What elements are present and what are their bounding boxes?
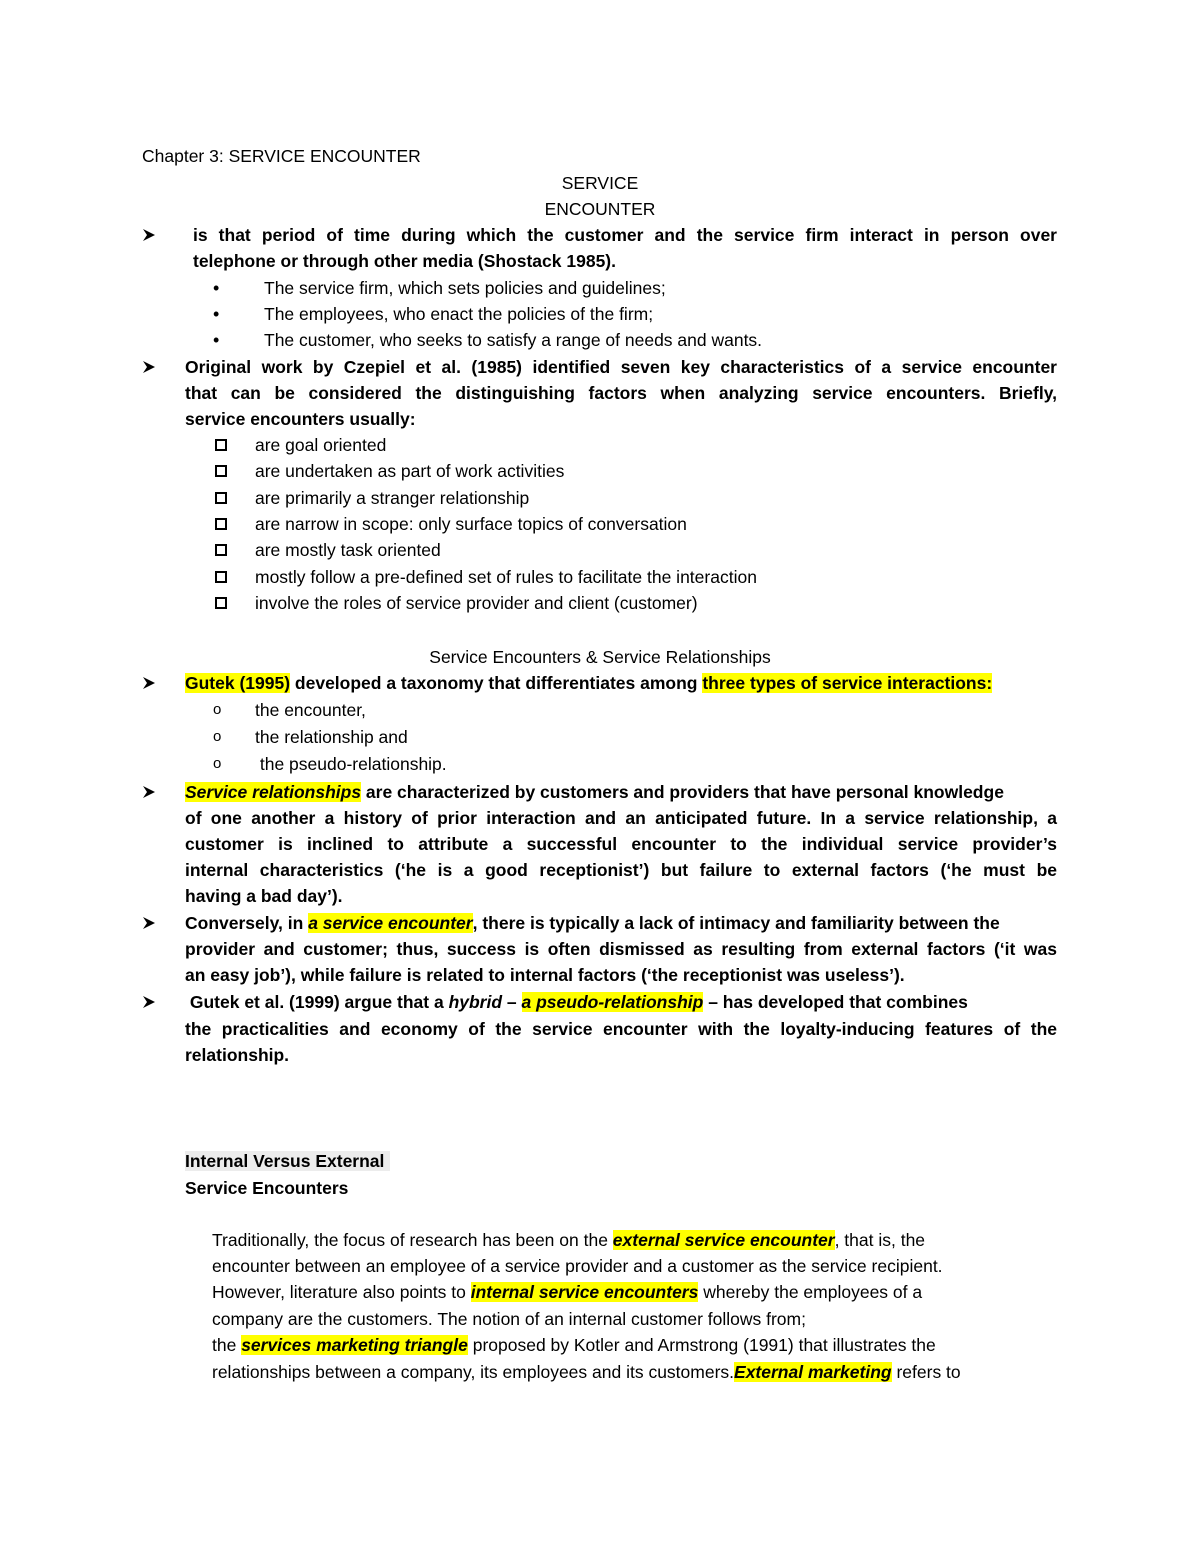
circle-bullet-icon: o [213,755,222,772]
traditional-line-4: company are the customers. The notion of an internal customer follows from; [212,1309,806,1329]
definition-bullet: The employees, who enact the policies of the firm; [264,304,654,324]
definition-bullet: The service firm, which sets policies and guidelines; [264,278,666,298]
checkbox-icon [215,571,227,583]
external-marketing-highlight: External marketing [734,1362,892,1382]
service-relationships-highlight: Service relationships [185,782,362,802]
checkbox-icon [215,492,227,504]
traditional-line-2: encounter between an employee of a service provider and a customer as the service recipient. [212,1256,943,1276]
gutek-line: Gutek (1995) developed a taxonomy that differentiates among three types of service interactions: [185,673,993,693]
characteristic-item: are goal oriented [255,435,387,455]
arrow-bullet-icon [142,354,156,374]
czepiel-line-1: Original work by Czepiel et al. (1985) identified seven key characteristics of a service encounter [185,357,1057,377]
characteristic-item: are mostly task oriented [255,540,441,560]
arrow-bullet-icon [142,779,156,799]
czepiel-line-2: that can be considered the distinguishing factors when analyzing service encounters. Briefly, [185,383,1057,403]
circle-bullet-icon: o [213,701,222,718]
internal-service-encounters-highlight: internal service encounters [470,1282,699,1302]
interaction-type: the pseudo-relationship. [255,754,447,774]
characteristic-item: involve the roles of service provider and client (customer) [255,593,698,613]
checkbox-icon [215,597,227,609]
traditional-line-3: However, literature also points to internal service encounters whereby the employees of a [212,1282,923,1302]
relationships-line-5: having a bad day’). [185,886,343,906]
definition-line-1: is that period of time during which the customer and the service firm interact in person over [193,225,1057,245]
section-title-relationships: Service Encounters & Service Relationships [429,647,771,667]
hybrid-line-3: relationship. [185,1045,290,1065]
circle-bullet-icon: o [213,728,222,745]
arrow-bullet-icon [142,910,156,930]
section-title-service-encounters: Service Encounters [185,1178,349,1198]
hybrid-line-1: Gutek et al. (1999) argue that a hybrid – a pseudo-relationship – has developed that combines [185,992,968,1012]
relationships-line-3: customer is inclined to attribute a successful encounter to the individual service provider’s [185,834,1057,854]
relationships-line-1: Service relationships are characterized by customers and providers that have personal knowledge [185,782,1004,802]
characteristic-item: are narrow in scope: only surface topics of conversation [255,514,687,534]
gutek-citation-highlight: Gutek (1995) [185,673,291,693]
traditional-line-1: Traditionally, the focus of research has been on the external service encounter, that is, the [212,1230,926,1250]
checkbox-icon [215,439,227,451]
conversely-line-2: provider and customer; thus, success is often dismissed as resulting from external factors (‘it was [185,939,1057,959]
traditional-line-5: the services marketing triangle proposed by Kotler and Armstrong (1991) that illustrates the [212,1335,936,1355]
three-types-highlight: three types of service interactions: [702,673,993,693]
services-marketing-triangle-highlight: services marketing triangle [241,1335,468,1355]
section-title-internal-external: Internal Versus External [185,1148,390,1174]
characteristic-item: mostly follow a pre-defined set of rules to facilitate the interaction [255,567,757,587]
traditional-line-6: relationships between a company, its employees and its customers.External marketing refers to [212,1362,961,1382]
bullet-dot-icon: • [213,330,220,350]
relationships-line-4: internal characteristics (‘he is a good receptionist’) but failure to external factors (‘he must be [185,860,1057,880]
arrow-bullet-icon [142,670,156,690]
checkbox-icon [215,544,227,556]
bullet-dot-icon: • [213,304,220,324]
conversely-line-1: Conversely, in a service encounter, there is typically a lack of intimacy and familiarity between the [185,913,1000,933]
checkbox-icon [215,518,227,530]
interaction-type: the encounter, [255,700,366,720]
hybrid-italic: hybrid [448,992,503,1012]
pseudo-relationship-highlight: a pseudo-relationship [521,992,704,1012]
characteristic-item: are undertaken as part of work activities [255,461,565,481]
service-encounter-highlight: a service encounter [308,913,473,933]
heading-service: SERVICE [561,173,639,193]
arrow-bullet-icon [142,222,156,242]
chapter-title: Chapter 3: SERVICE ENCOUNTER [142,146,421,166]
heading-encounter: ENCOUNTER [544,199,656,219]
arrow-bullet-icon [142,989,156,1009]
czepiel-line-3: service encounters usually: [185,409,416,429]
hybrid-line-2: the practicalities and economy of the service encounter with the loyalty-inducing features of the [185,1019,1057,1039]
interaction-type: the relationship and [255,727,408,747]
checkbox-icon [215,465,227,477]
definition-bullet: The customer, who seeks to satisfy a range of needs and wants. [264,330,763,350]
definition-line-2: telephone or through other media (Shostack 1985). [193,251,616,271]
conversely-line-3: an easy job’), while failure is related to internal factors (‘the receptionist was useless’). [185,965,905,985]
bullet-dot-icon: • [213,278,220,298]
relationships-line-2: of one another a history of prior interaction and an anticipated future. In a service relationship, a [185,808,1057,828]
external-service-encounter-highlight: external service encounter [612,1230,835,1250]
characteristic-item: are primarily a stranger relationship [255,488,530,508]
